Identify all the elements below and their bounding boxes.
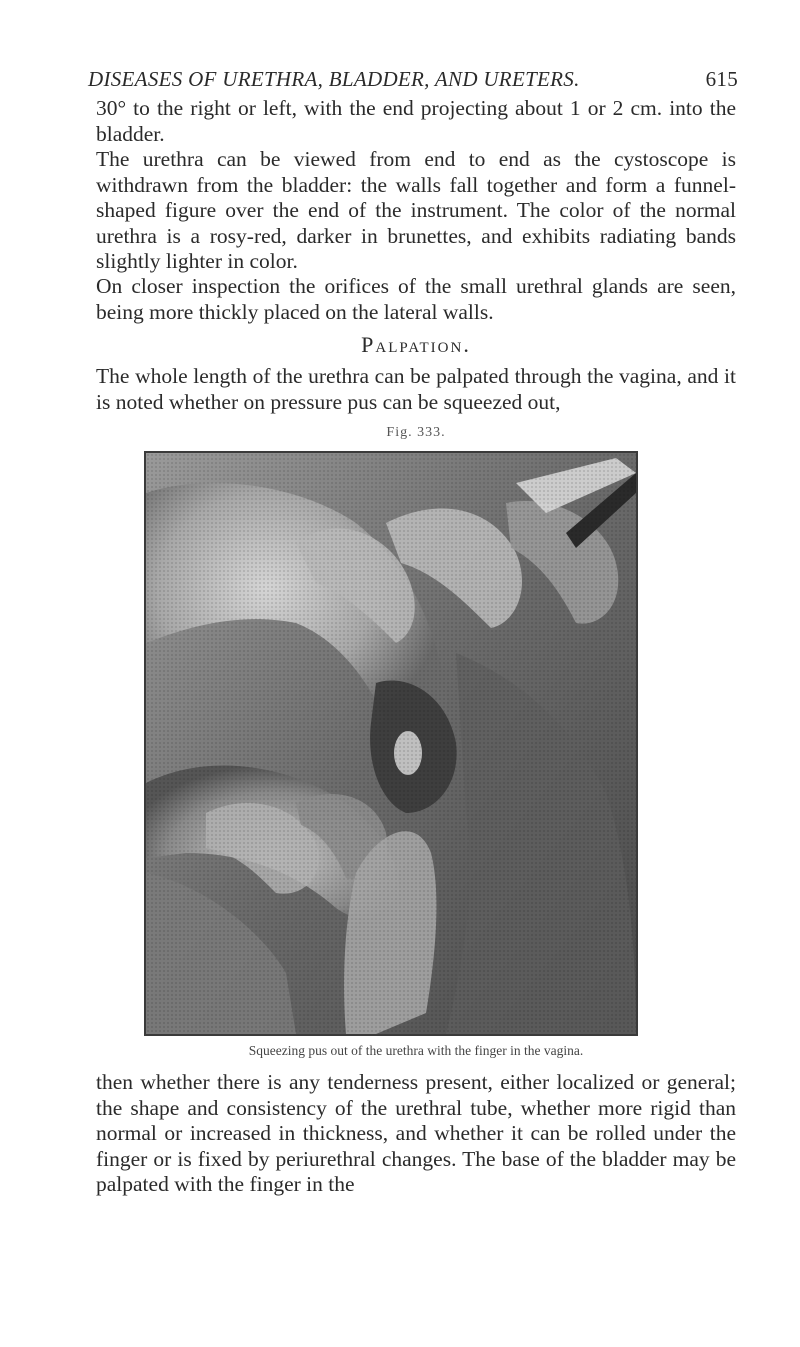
paragraph-continuation: [96, 1070, 736, 1198]
paragraph-text: On closer inspection the orifices of the small urethral glands are seen, being more thickly placed on the lateral walls.: [96, 274, 736, 324]
paragraph-urethra-view: [96, 147, 736, 275]
figure-caption: Squeezing pus out of the urethra with the finger in the vagina.: [248, 1043, 584, 1058]
page-number: 615: [705, 67, 738, 91]
running-head-title: DISEASES OF URETHRA, BLADDER, AND URETERS.: [88, 67, 580, 91]
paragraph-continued: [96, 96, 736, 147]
figure-photograph: [144, 451, 638, 1036]
paragraph-text: The urethra can be viewed from end to end as the cystoscope is withdrawn from the bladder: the walls fall together and form a funnel-shaped figure over the end of the instrument. The color of the normal urethra is a rosy-red, darker in brunettes, and exhibits radiating bands slightly lighter in color.: [96, 147, 736, 273]
section-heading: Palpation.: [361, 332, 471, 357]
running-head: [88, 64, 738, 94]
paragraph-text: then whether there is any tenderness present, either localized or general; the shape and consistency of the urethral tube, whether more rigid than normal or increased in thickness, and whether it can be rolled under the finger or is fixed by periurethral changes. The base of the bladder may be palpated with the finger in the: [96, 1070, 736, 1196]
paragraph-glands: [96, 274, 736, 325]
paragraph-text: 30° to the right or left, with the end projecting about 1 or 2 cm. into the bladder.: [96, 96, 736, 146]
halftone-hands-illustration: [146, 453, 636, 1034]
figure-label: Fig. 333.: [386, 425, 446, 440]
paragraph-text: The whole length of the urethra can be palpated through the vagina, and it is noted whether on pressure pus can be squeezed out,: [96, 364, 736, 414]
paragraph-palpation: [96, 364, 736, 415]
